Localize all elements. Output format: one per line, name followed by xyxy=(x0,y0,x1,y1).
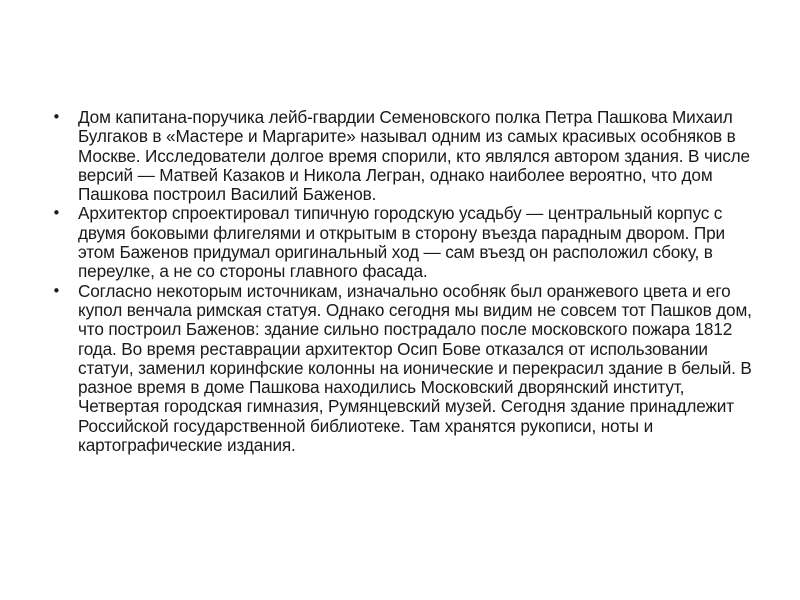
bullet-item-author xyxy=(52,108,764,204)
bullet-icon: • xyxy=(52,108,61,126)
bullet-item-layout xyxy=(52,204,764,281)
bullet-icon: • xyxy=(52,281,61,300)
bullet-list xyxy=(52,108,764,455)
bullet-icon: • xyxy=(52,204,61,223)
bullet-item-history xyxy=(52,282,764,456)
paragraph-layout: Архитектор спроектировал типичную городскую усадьбу — центральный корпус с двумя боковыми флигелями и открытым в сторону въезда парадным двором. При этом Баженов придумал оригинальный ход — сам въезд он расположил сбоку, в переулке, а не со стороны главного фасада. xyxy=(78,203,725,282)
paragraph-author: Дом капитана-поручика лейб-гвардии Семеновского полка Петра Пашкова Михаил Булгаков в «Мастере и Маргарите» называл одним из самых красивых особняков в Москве. Исследователи долгое время спорили, кто являлся автором здания. В числе версий — Матвей Казаков и Никола Легран, однако наиболее вероятно, что дом Пашкова построил Василий Баженов. xyxy=(78,107,750,205)
paragraph-history: Согласно некоторым источникам, изначально особняк был оранжевого цвета и его купол венчала римская статуя. Однако сегодня мы видим не совсем тот Пашков дом, что построил Баженов: здание сильно пострадало после московского пожара 1812 года. Во время реставрации архитектор Осип Бове отказался от использовании статуи, заменил коринфские колонны на ионические и перекрасил здание в белый. В разное время в доме Пашкова находились Московский дворянский институт, Четвертая городская гимназия, Румянцевский музей. Сегодня здание принадлежит Российской государственной библиотеке. Там хранятся рукописи, ноты и картографические издания. xyxy=(78,280,752,456)
